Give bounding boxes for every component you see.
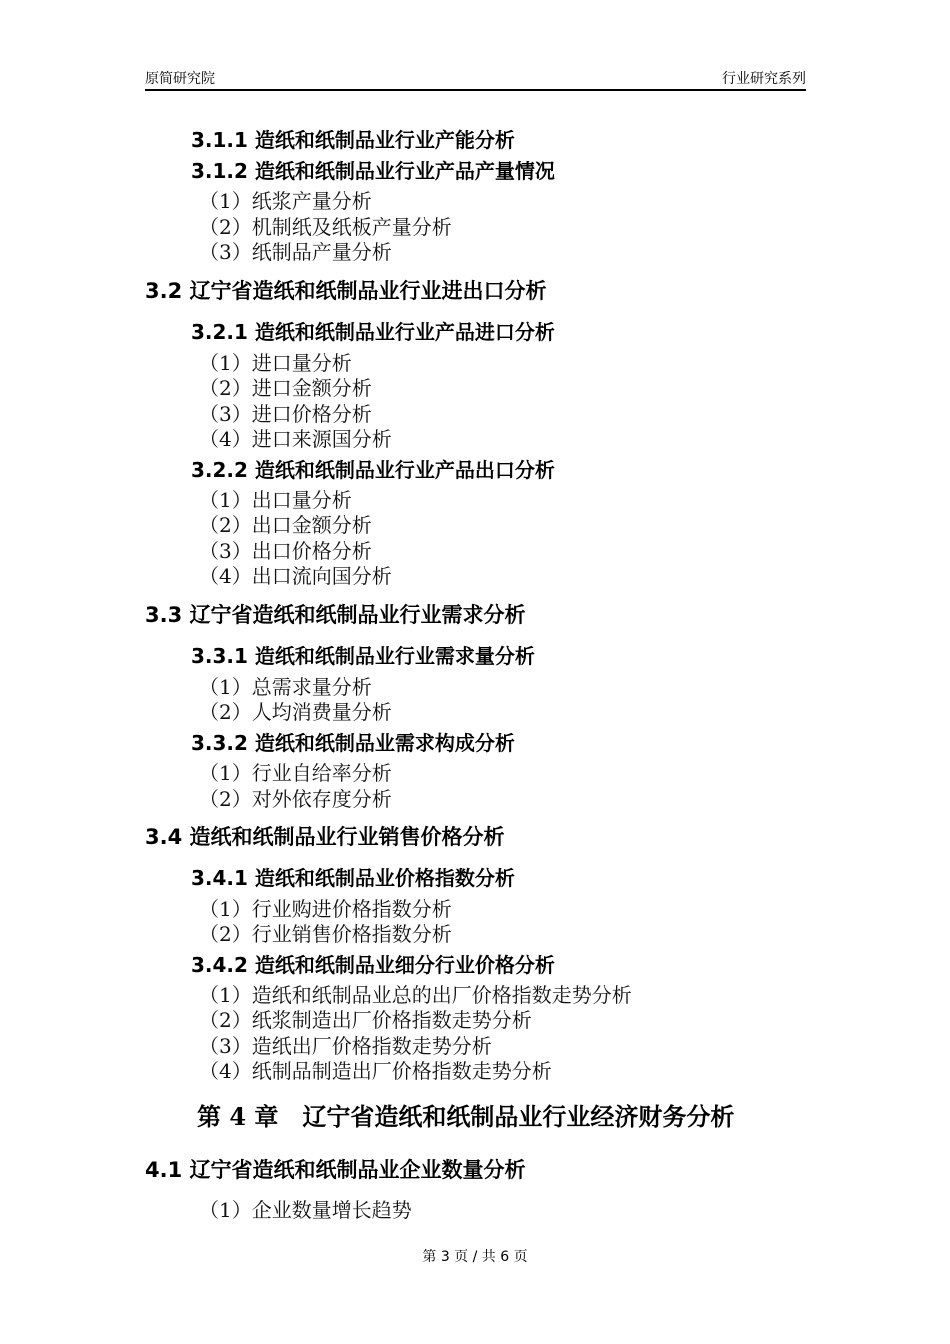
toc-item: （3）纸制品产量分析 [199, 240, 392, 264]
toc-item: （1）出口量分析 [199, 488, 352, 512]
toc-subsection: 3.3.1 造纸和纸制品业行业需求量分析 [191, 644, 535, 668]
toc-subsection: 3.4.2 造纸和纸制品业细分行业价格分析 [191, 953, 555, 977]
toc-subsection: 3.1.2 造纸和纸制品业行业产品产量情况 [191, 159, 555, 183]
toc-item: （4）进口来源国分析 [199, 427, 392, 451]
toc-item: （3）造纸出厂价格指数走势分析 [199, 1034, 492, 1058]
page-header [145, 64, 806, 91]
toc-item: （1）造纸和纸制品业总的出厂价格指数走势分析 [199, 983, 632, 1007]
toc-item: （2）进口金额分析 [199, 376, 372, 400]
toc-section: 3.4 造纸和纸制品业行业销售价格分析 [145, 825, 505, 849]
toc-item: （2）机制纸及纸板产量分析 [199, 215, 452, 239]
page-number: 第 3 页 / 共 6 页 [422, 1249, 528, 1265]
toc-item: （2）行业销售价格指数分析 [199, 922, 452, 946]
toc-section: 4.1 辽宁省造纸和纸制品业企业数量分析 [145, 1158, 526, 1182]
toc-item: （1）行业购进价格指数分析 [199, 897, 452, 921]
toc-item: （2）人均消费量分析 [199, 700, 392, 724]
toc-item: （1）企业数量增长趋势 [199, 1198, 412, 1222]
toc-section: 3.3 辽宁省造纸和纸制品业行业需求分析 [145, 603, 526, 627]
toc-item: （1）纸浆产量分析 [199, 189, 372, 213]
toc-item: （2）出口金额分析 [199, 513, 372, 537]
toc-item: （3）进口价格分析 [199, 402, 372, 426]
toc-subsection: 3.1.1 造纸和纸制品业行业产能分析 [191, 128, 515, 152]
toc-subsection: 3.2.1 造纸和纸制品业行业产品进口分析 [191, 320, 555, 344]
toc-item: （4）纸制品制造出厂价格指数走势分析 [199, 1059, 552, 1083]
toc-item: （4）出口流向国分析 [199, 564, 392, 588]
toc-item: （1）进口量分析 [199, 351, 352, 375]
toc-item: （1）总需求量分析 [199, 675, 372, 699]
header-series-name: 行业研究系列 [722, 71, 806, 87]
toc-chapter-title: 第 4 章 辽宁省造纸和纸制品业行业经济财务分析 [197, 1102, 735, 1131]
toc-item: （3）出口价格分析 [199, 539, 372, 563]
header-org-name: 原简研究院 [145, 71, 215, 87]
toc-subsection: 3.4.1 造纸和纸制品业价格指数分析 [191, 866, 515, 890]
toc-section: 3.2 辽宁省造纸和纸制品业行业进出口分析 [145, 279, 547, 303]
toc-item: （2）纸浆制造出厂价格指数走势分析 [199, 1008, 532, 1032]
toc-subsection: 3.2.2 造纸和纸制品业行业产品出口分析 [191, 458, 555, 482]
toc-item: （1）行业自给率分析 [199, 761, 392, 785]
toc-item: （2）对外依存度分析 [199, 787, 392, 811]
toc-subsection: 3.3.2 造纸和纸制品业需求构成分析 [191, 731, 515, 755]
